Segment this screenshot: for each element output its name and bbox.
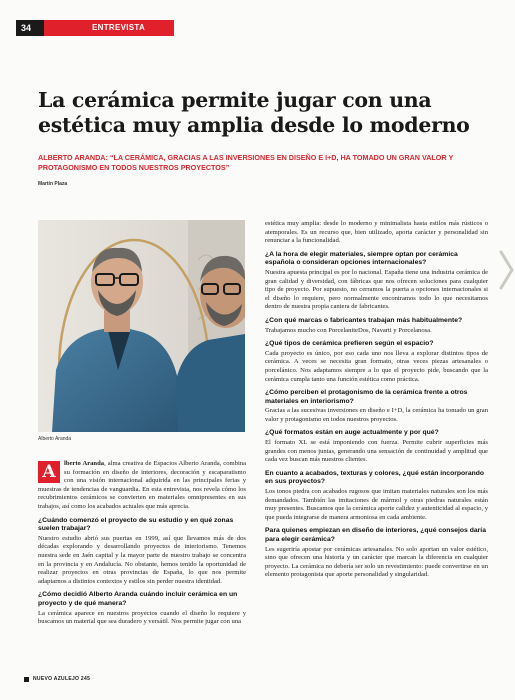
article-subtitle: ALBERTO ARANDA: “LA CERÁMICA, GRACIAS A LAS INVERSIONES EN DISEÑO E I+D, HA TOMADO UN GRAN VALOR Y PROTAGONISMO EN TODOS NUESTROS PROYECTOS” [38,153,454,172]
question: En cuanto a acabados, texturas y colores, ¿qué están incorporando en sus proyectos? [265,469,485,486]
answer: Trabajamos mucho con PorcelaniteDos, Navarti y Porcelanosa. [265,326,432,334]
page-header-bar [16,20,174,36]
lead-name: lberto Aranda [64,460,105,467]
interview-photo [38,220,245,432]
question: ¿Cómo decidió Alberto Aranda cuándo incluir cerámica en un proyecto y de qué manera? [38,591,238,607]
question: ¿Cómo perciben el protagonismo de la cerámica frente a otros materiales en interiorismo? [265,389,468,405]
chevron-right-icon[interactable] [497,248,515,292]
question: ¿Qué formatos están en auge actualmente y por qué? [265,429,439,437]
article-author: Martín Plaza [38,181,68,187]
article-title: La cerámica permite jugar con una estética muy amplia desde lo moderno [38,88,470,137]
continued-paragraph: estética muy amplia: desde lo moderno y minimalista hasta estilos más rústicos o atemporales. Es un recurso que, bien utilizado, aporta carácter y personalidad sin renunciar a la funcionalidad. [265,220,488,245]
drop-cap: A [38,461,60,483]
photo-caption: Alberto Aranda [38,436,72,442]
question: ¿Qué tipos de cerámica prefieren según el espacio? [265,340,434,348]
lead-text: , alma creativa de Espacios Alberto Aranda, combina su formación en diseño de interiores, decoración y escaparatismo con una visión internacional adquirida en las principales ferias y muestras de tendencias de vanguardia. En esta entrevista, nos revela cómo los recubrimientos cerámicos se convierten en materiales omnipresentes en sus trabajos, así como los acabados actuales que más aprecia. [38,460,247,510]
question: ¿Con qué marcas o fabricantes trabajan más habitualmente? [265,316,463,324]
page-number: 34 [16,20,44,36]
question: Para quienes empiezan en diseño de interiores, ¿qué consejos daría para elegir cerámica? [265,527,486,543]
answer: Cada proyecto es único, por eso cada uno nos lleva a explorar distintos tipos de cerámica. A veces se necesita gran formato, otras veces piezas artesanales o porcelánico. Nos adaptamos siempre a lo que el proyecto pide, buscando que la cerámica cumpla tanto una función estética como práctica. [265,349,488,383]
lead-paragraph [38,460,246,512]
answer: Gracias a las sucesivas inversiones en diseño e I+D, la cerámica ha tomado un gran valor y protagonismo en todos nuestros proyectos. [265,407,488,423]
answer: Los tonos piedra con acabados rugosos que imitan materiales naturales son los más demandados. También las imitaciones de mármol y otras piedras naturales están muy presentes. Buscamos que la cerámica aporte calidez y autenticidad al espacio, y que pueda integrarse de manera armoniosa en cada ambiente. [265,488,488,521]
footer-square-icon [24,677,29,682]
question: ¿A la hora de elegir materiales, siempre optan por cerámica española o consideran opciones internacionales? [265,250,458,267]
answer: Nuestro estudio abrió sus puertas en 1999, así que llevamos más de dos décadas explorando y desarrollando proyectos de interiorismo. Tenemos nuestra sede en Jaén capital y la mayor parte de nuestro trabajo se concentra en la provincia y en Andalucía. No obstante, hemos tenido la oportunidad de realizar proyectos en otras provincias de España, lo que nos permite adaptarnos a distintos contextos y estilos sin perder nuestra identidad. [38,534,246,585]
answer: Les sugeriría apostar por cerámicas artesanales. No solo aportan un valor estético, sino que ofrecen una historia y un carácter que marcan la diferencia en cualquier proyecto. La cerámica no debería ser solo un revestimiento: puede convertirse en un elemento protagonista que aporte personalidad y singularidad. [265,545,488,579]
page-footer [24,676,90,682]
section-label: ENTREVISTA [44,20,174,36]
answer: Nuestra apuesta principal es por lo nacional. España tiene una industria cerámica de gran calidad y diversidad, con fábricas que nos ofrecen soluciones para cualquier tipo de proyecto. Por supuesto, no cerramos la puerta a opciones internacionales si el diseño lo requiere, pero normalmente encontramos todo lo que necesitamos dentro de nuestra propia cantera de fabricantes. [265,268,488,311]
magazine-name: NUEVO AZULEJO 245 [33,676,91,682]
article-column-left [38,460,246,632]
question: ¿Cuándo comenzó el proyecto de su estudio y en qué zonas suelen trabajar? [38,516,234,533]
article-column-right [265,220,488,585]
answer: El formato XL se está imponiendo con fuerza. Permite cubrir superficies más grandes con menos juntas, generando una sensación de continuidad y amplitud que cada vez buscan más nuestros clientes. [265,439,488,464]
answer: La cerámica aparece en nuestros proyectos cuando el diseño lo requiere y buscamos un material que sea duradero y versátil. Nos permite jugar con una [38,609,246,626]
